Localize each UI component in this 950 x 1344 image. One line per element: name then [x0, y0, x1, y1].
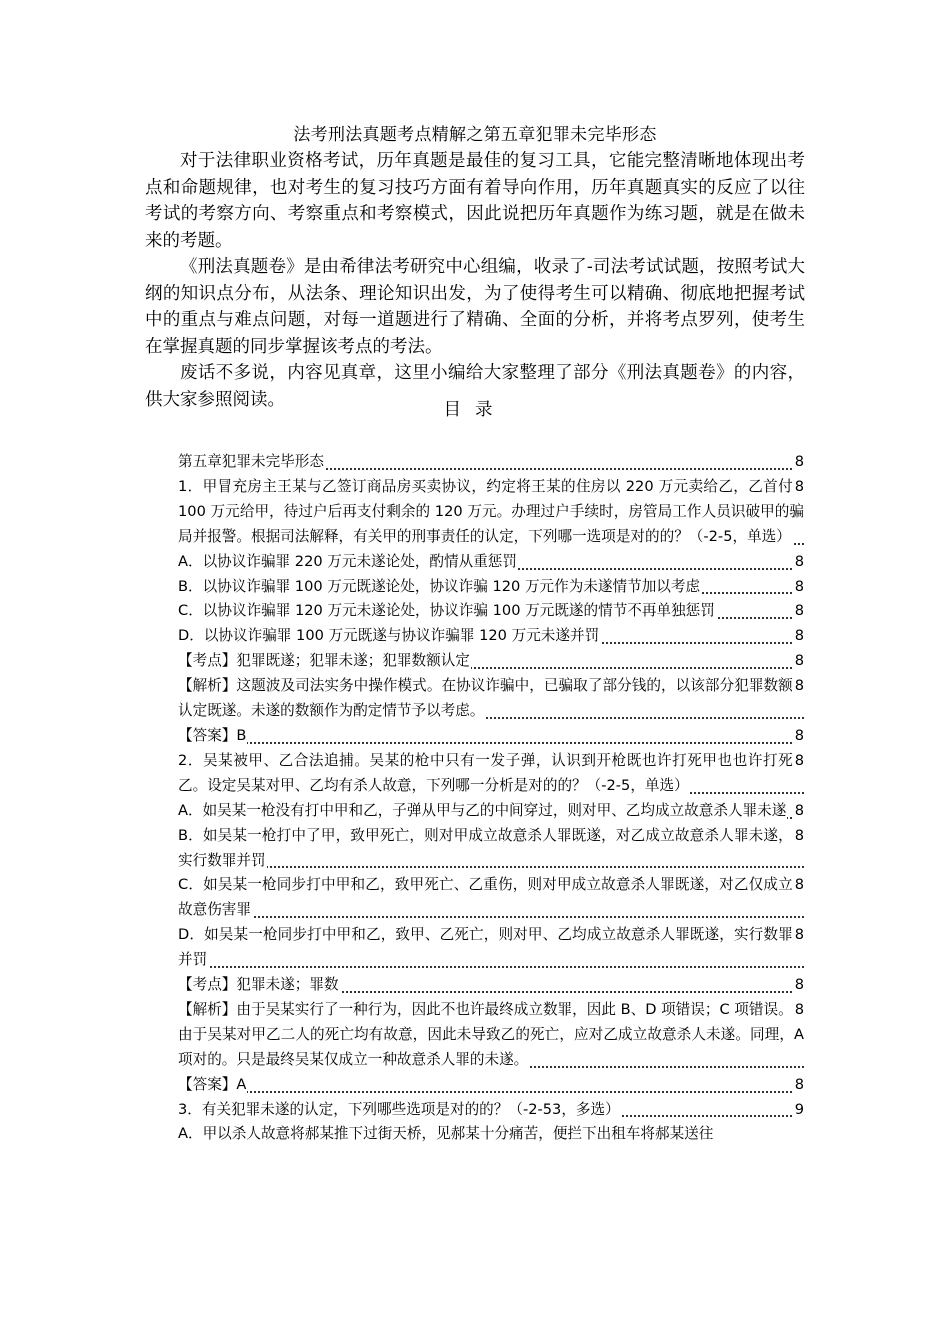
toc-entry-text: 2．吴某被甲、乙合法追捕。吴某的枪中只有一发子弹，认识到开枪既也许打死甲也也许打死乙。设定吴某对甲、乙均有杀人故意，下列哪一分析是对的的？（-2-5，单选） — [178, 751, 793, 794]
toc-page-number: 8 — [793, 1073, 804, 1098]
toc-entry-text: C．以协议诈骗罪 120 万元未遂论处，协议诈骗 100 万元既遂的情节不再单独惩罚 — [178, 602, 715, 620]
toc-entry[interactable] — [178, 749, 804, 799]
toc-entry-text: 【考点】犯罪既遂；犯罪未遂；犯罪数额认定 — [178, 652, 470, 670]
toc-page-number: 8 — [793, 649, 804, 674]
toc-page-number: 8 — [793, 923, 804, 948]
toc-entry-text: 【解析】这题波及司法实务中操作模式。在协议诈骗中，已骗取了部分钱的，以该部分犯罪数额认定既遂。未遂的数额作为酌定情节予以考虑。 — [178, 677, 793, 720]
toc-page-number: 8 — [793, 799, 804, 824]
toc-page-number: 9 — [793, 1098, 804, 1123]
toc-page-number: 8 — [793, 873, 804, 898]
toc-page-number: 8 — [793, 475, 804, 500]
toc-entry[interactable] — [178, 824, 804, 874]
toc-entry-text: A．如吴某一枪没有打中甲和乙，子弹从甲与乙的中间穿过，则对甲、乙均成立故意杀人罪未遂 — [178, 801, 787, 819]
toc-entry[interactable] — [178, 1122, 804, 1147]
intro-paragraph: 对于法律职业资格考试，历年真题是最佳的复习工具，它能完整清晰地体现出考点和命题规律，也对考生的复习技巧方面有着导向作用，历年真题真实的反应了以往考试的考察方向、考察重点和考察模式，因此说把历年真题作为练习题，就是在做未来的考题。 — [145, 151, 805, 251]
toc-entry[interactable] — [178, 649, 804, 674]
toc-entry[interactable] — [178, 475, 804, 550]
toc-page-number: 8 — [793, 749, 804, 774]
toc-entry-text: 3．有关犯罪未遂的认定，下列哪些选项是对的的？（-2-53，多选） — [178, 1100, 620, 1118]
toc-entry[interactable] — [178, 1098, 804, 1123]
toc-page-number: 8 — [793, 824, 804, 849]
toc-entry-text: D．如吴某一枪同步打中甲和乙，致甲、乙死亡，则对甲、乙均成立故意杀人罪既遂，实行数罪并罚 — [178, 926, 793, 969]
toc-entry[interactable] — [178, 973, 804, 998]
toc-entry[interactable] — [178, 923, 804, 973]
toc-page-number: 8 — [793, 599, 804, 624]
toc-entry-text: B．以协议诈骗罪 100 万元既遂论处，协议诈骗 120 万元作为未遂情节加以考虑 — [178, 577, 701, 595]
toc-entry[interactable] — [178, 873, 804, 923]
toc-entry[interactable] — [178, 998, 804, 1073]
toc-entry-text: 【考点】犯罪未遂；罪数 — [178, 976, 339, 994]
toc-entry[interactable] — [178, 575, 804, 600]
toc-entry-text: A．甲以杀人故意将郝某推下过街天桥，见郝某十分痛苦，便拦下出租车将郝某送往 — [178, 1125, 714, 1143]
toc-page-number: 8 — [793, 973, 804, 998]
toc-leader-dots — [178, 916, 804, 918]
toc-entry-text: 【解析】由于吴某实行了一种行为，因此不也许最终成立数罪，因此 B、D 项错误；C 项错误。由于吴某对甲乙二人的死亡均有故意，因此未导致乙的死亡，应对乙成立故意杀人未遂。同理，A 项对的。只是最终吴某仅成立一种故意杀人罪的未遂。 — [178, 1000, 804, 1068]
toc-page-number: 8 — [793, 998, 804, 1023]
intro-paragraph: 《刑法真题卷》是由希律法考研究中心组编，收录了-司法考试试题，按照考试大纲的知识点分布，从法条、理论知识出发，为了使得考生可以精确、彻底地把握考试中的重点与难点问题，对每一道题进行了精确、全面的分析，并将考点罗列，使考生在掌握真题的同步掌握该考点的考法。 — [145, 257, 805, 357]
toc-entry-text: C．如吴某一枪同步打中甲和乙，致甲死亡、乙重伤，则对甲成立故意杀人罪既遂，对乙仅成立故意伤害罪 — [178, 876, 793, 919]
toc-entry[interactable] — [178, 450, 804, 475]
toc-entry[interactable] — [178, 550, 804, 575]
toc-entry[interactable] — [178, 724, 804, 749]
toc-page-number: 8 — [793, 575, 804, 600]
intro-section — [145, 148, 805, 413]
toc-entry[interactable] — [178, 674, 804, 724]
table-of-contents — [178, 450, 804, 1147]
toc-page-number: 8 — [793, 550, 804, 575]
toc-entry-text: 【答案】A — [178, 1075, 247, 1093]
toc-entry-text: A．以协议诈骗罪 220 万元未遂论处，酌情从重惩罚 — [178, 552, 517, 570]
toc-entry-text: 【答案】B — [178, 726, 247, 744]
toc-entry[interactable] — [178, 624, 804, 649]
document-title: 法考刑法真题考点精解之第五章犯罪未完毕形态 — [293, 125, 657, 145]
toc-page-number: 8 — [793, 724, 804, 749]
toc-page-number: 8 — [793, 624, 804, 649]
toc-entry[interactable] — [178, 799, 804, 824]
toc-entry-text: 1．甲冒充房主王某与乙签订商品房买卖协议，约定将王某的住房以 220 万元卖给乙，乙首付 100 万元给甲，待过户后再支付剩余的 120 万元。办理过户手续时，房管局工作人员识破甲的骗局并报警。根据司法解释，有关甲的刑事责任的认定，下列哪一选项是对的的？（-2-5，单选） — [178, 477, 804, 545]
toc-entry[interactable] — [178, 1073, 804, 1098]
toc-leader-dots — [178, 742, 804, 744]
toc-leader-dots — [178, 1091, 804, 1093]
toc-entry[interactable] — [178, 599, 804, 624]
toc-entry-text: B．如吴某一枪打中了甲，致甲死亡，则对甲成立故意杀人罪既遂，对乙成立故意杀人罪未遂，实行数罪并罚 — [178, 826, 793, 869]
toc-entry-text: D．以协议诈骗罪 100 万元既遂与协议诈骗罪 120 万元未遂并罚 — [178, 627, 600, 645]
toc-leader-dots — [178, 966, 804, 968]
toc-leader-dots — [178, 866, 804, 868]
toc-page-number: 8 — [793, 450, 804, 475]
toc-heading: 目录 — [443, 400, 507, 420]
toc-page-number: 8 — [793, 674, 804, 699]
toc-entry-text: 第五章犯罪未完毕形态 — [178, 453, 324, 470]
intro-paragraph: 废话不多说，内容见真章，这里小编给大家整理了部分《刑法真题卷》的内容，供大家参照阅读。 — [145, 363, 805, 410]
